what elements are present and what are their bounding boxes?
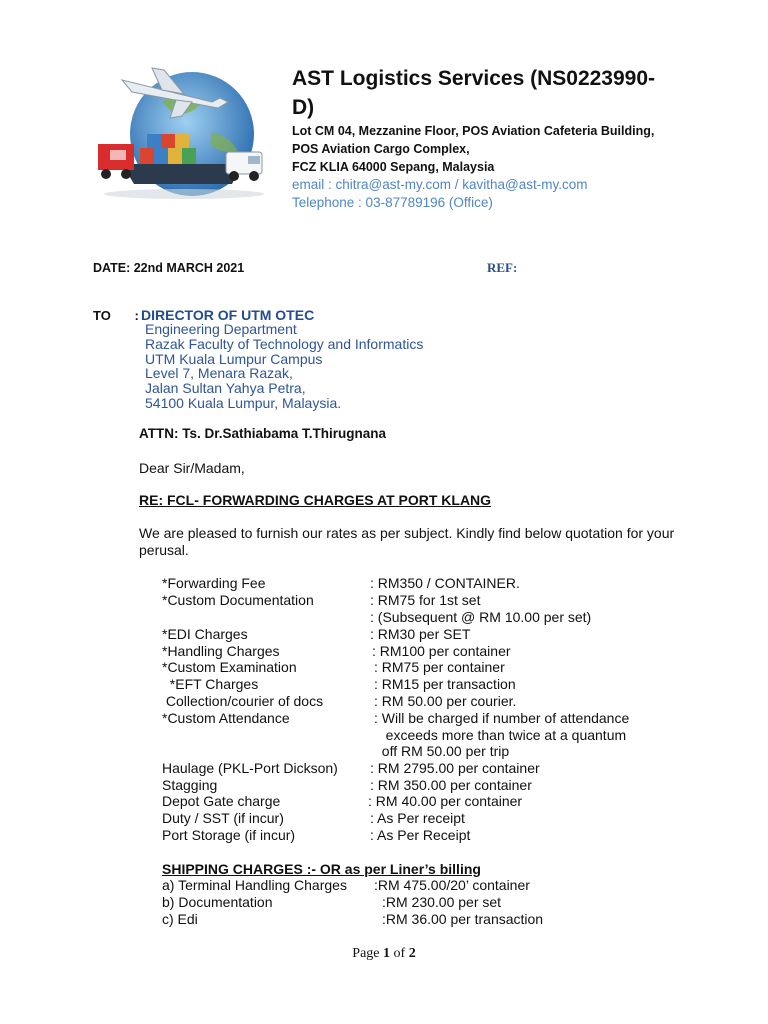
charge-label: *EDI Charges bbox=[162, 626, 248, 642]
page-number bbox=[0, 946, 768, 962]
company-name: AST Logistics Services (NS0223990-D) bbox=[292, 67, 656, 119]
subject-line: RE: FCL- FORWARDING CHARGES AT PORT KLANG bbox=[139, 492, 492, 508]
page-current: 1 bbox=[383, 946, 391, 961]
shipping-value: :RM 36.00 per transaction bbox=[382, 911, 544, 927]
page-label: Page bbox=[352, 946, 380, 961]
recipient-line: UTM Kuala Lumpur Campus bbox=[145, 350, 323, 367]
to-separator: : bbox=[134, 308, 139, 323]
charge-label: Stagging bbox=[162, 777, 218, 793]
recipient-line: 54100 Kuala Lumpur, Malaysia. bbox=[145, 394, 342, 411]
charge-value: : RM 350.00 per container bbox=[370, 777, 532, 793]
charge-label: *Handling Charges bbox=[162, 643, 280, 659]
charge-label: Haulage (PKL-Port Dickson) bbox=[162, 760, 338, 776]
company-contact bbox=[292, 176, 587, 212]
attention-line: ATTN: Ts. Dr.Sathiabama T.Thirugnana bbox=[139, 426, 387, 441]
address-line: Lot CM 04, Mezzanine Floor, POS Aviation Cafeteria Building, bbox=[292, 124, 655, 138]
charge-value: : (Subsequent @ RM 10.00 per set) bbox=[370, 609, 592, 625]
to-label-text: TO bbox=[93, 308, 111, 323]
shipping-label: c) Edi bbox=[162, 911, 198, 927]
intro-paragraph: We are pleased to furnish our rates as per subject. Kindly find below quotation for your perusal. bbox=[139, 525, 675, 558]
charge-label: Depot Gate charge bbox=[162, 793, 281, 809]
recipient-line: Engineering Department bbox=[145, 321, 297, 337]
charge-value: : RM75 per container bbox=[374, 659, 505, 675]
email-link[interactable]: email : chitra@ast-my.com / kavitha@ast-my.com bbox=[292, 177, 588, 192]
telephone: Telephone : 03-87789196 (Office) bbox=[292, 195, 493, 210]
recipient-name: DIRECTOR OF UTM OTEC bbox=[141, 307, 315, 323]
charge-value: : As Per receipt bbox=[370, 810, 465, 826]
recipient-address bbox=[145, 322, 423, 411]
company-address bbox=[292, 122, 654, 176]
letter-date: DATE: 22nd MARCH 2021 bbox=[93, 261, 245, 275]
charge-value: exceeds more than twice at a quantum bbox=[374, 727, 627, 743]
charge-label: Collection/courier of docs bbox=[162, 693, 324, 709]
page-total: 2 bbox=[408, 946, 416, 961]
to-label bbox=[93, 308, 139, 323]
recipient-line: Razak Faculty of Technology and Informatics bbox=[145, 335, 424, 352]
recipient-line: Level 7, Menara Razak, bbox=[145, 365, 293, 382]
charge-value: off RM 50.00 per trip bbox=[374, 743, 510, 759]
company-logo bbox=[92, 62, 272, 202]
charge-value: : As Per Receipt bbox=[370, 827, 471, 843]
charge-value: : RM75 for 1st set bbox=[370, 592, 481, 608]
address-line: POS Aviation Cargo Complex, bbox=[292, 142, 470, 156]
page-of: of bbox=[393, 946, 406, 961]
charge-value: : RM 50.00 per courier. bbox=[374, 693, 517, 709]
charge-value: : Will be charged if number of attendance bbox=[374, 710, 630, 726]
charge-label: Duty / SST (if incur) bbox=[162, 810, 284, 826]
address-line: FCZ KLIA 64000 Sepang, Malaysia bbox=[292, 160, 495, 174]
charge-label: *Custom Attendance bbox=[162, 710, 290, 726]
charge-value: : RM350 / CONTAINER. bbox=[370, 575, 520, 591]
charge-value: : RM15 per transaction bbox=[374, 676, 516, 692]
charge-value: : RM 2795.00 per container bbox=[370, 760, 540, 776]
shipping-value: :RM 230.00 per set bbox=[382, 894, 502, 910]
greeting: Dear Sir/Madam, bbox=[139, 460, 245, 476]
charge-value: : RM100 per container bbox=[372, 643, 511, 659]
reference-label: REF: bbox=[487, 260, 518, 275]
shipping-label: a) Terminal Handling Charges bbox=[162, 877, 347, 893]
shipping-value: :RM 475.00/20’ container bbox=[374, 877, 530, 893]
charge-value: : RM30 per SET bbox=[370, 626, 471, 642]
charge-label: *Custom Documentation bbox=[162, 592, 314, 608]
charge-label: Port Storage (if incur) bbox=[162, 827, 296, 843]
shipping-label: b) Documentation bbox=[162, 894, 273, 910]
charge-value: : RM 40.00 per container bbox=[368, 793, 523, 809]
charge-label: *EFT Charges bbox=[162, 676, 259, 692]
shipping-charges-title: SHIPPING CHARGES :- OR as per Liner’s billing bbox=[162, 861, 481, 877]
recipient-line: Jalan Sultan Yahya Petra, bbox=[145, 380, 306, 397]
charge-label: *Forwarding Fee bbox=[162, 575, 266, 591]
charge-label: *Custom Examination bbox=[162, 659, 297, 675]
